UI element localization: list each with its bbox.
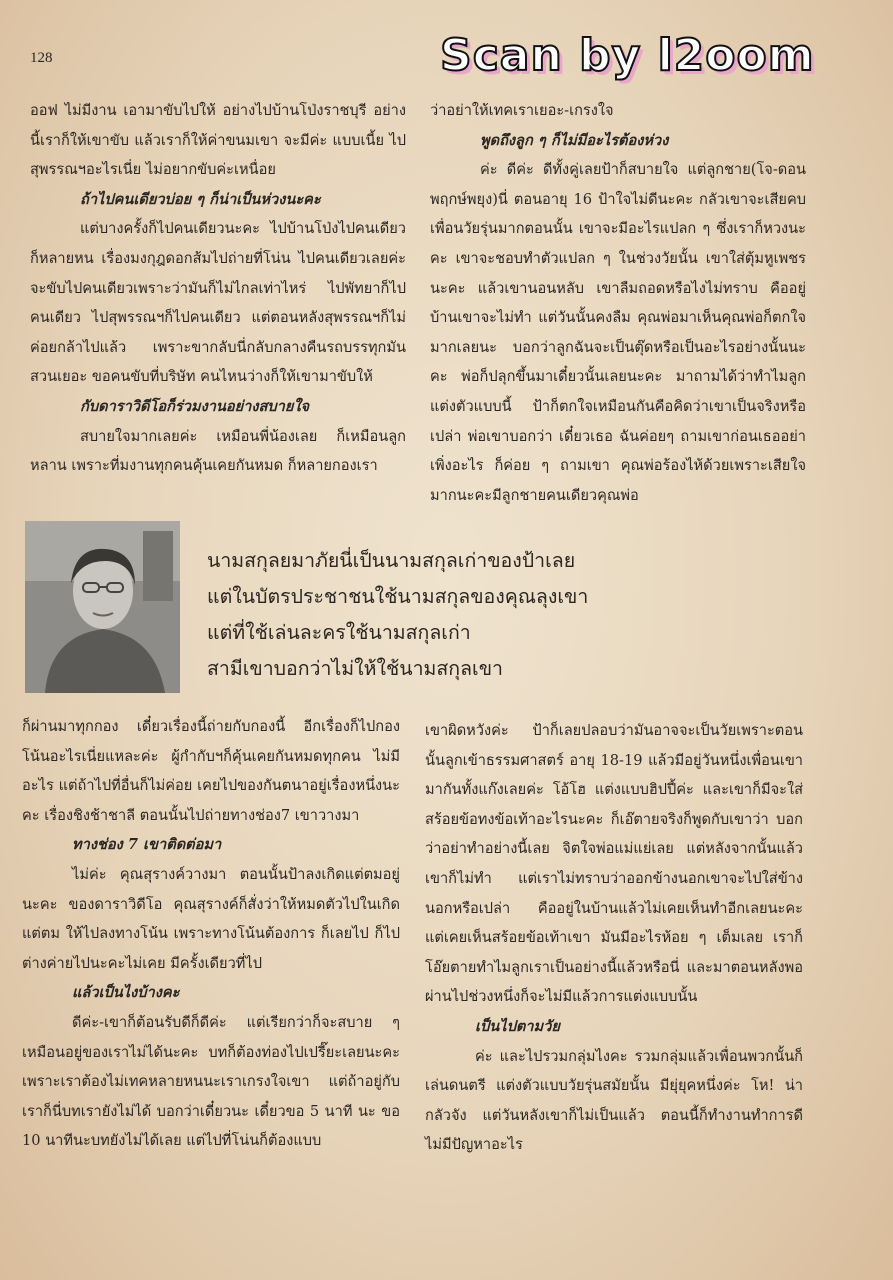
portrait-illustration — [25, 521, 180, 693]
interview-question: เป็นไปตามวัย — [475, 1017, 560, 1035]
pull-quote-line: แต่ในบัตรประชาชนใช้นามสกุลของคุณลุงเขา — [207, 585, 589, 608]
pull-quote-line: นามสกุลยมาภัยนี่เป็นนามสกุลเก่าของป้าเลย — [207, 549, 576, 572]
pull-quote-line: แต่ที่ใช้เล่นละครใช้นามสกุลเก่า — [207, 621, 471, 644]
column-bottom-right — [425, 716, 803, 1160]
paragraph: สบายใจมากเลยค่ะ เหมือนพี่น้องเลย ก็เหมือนลูกหลาน เพราะที่มงานทุกคนคุ้นเคยกันหมด ก็หลายกองเรา — [30, 427, 406, 475]
interview-question: กับดาราวิดีโอก็ร่วมงานอย่างสบายใจ — [80, 397, 310, 415]
interview-question: พูดถึงลูก ๆ ก็ไม่มีอะไรต้องห่วง — [480, 131, 669, 149]
paragraph: ไม่ค่ะ คุณสุรางค์วางมา ตอนนั้นป้าลงเกิดแต่ตมอยู่นะคะ ของดาราวิดีโอ คุณสุรางค์ก็สั่งว่าให้หมดตัวไปในเกิดแต่ตม ให้ไปลงทางโน้น เพราะทางโน้นต้องการ ก็เลยไป ก็ไปต่างค่ายไปนะคะไม่เคย มีครั้งเดียวที่ไป — [22, 865, 400, 972]
page-number: 128 — [30, 50, 53, 66]
column-top-right — [430, 96, 806, 510]
paragraph: ก็ผ่านมาทุกกอง เดี๋ยวเรื่องนี้ถ่ายกับกองนี้ อีกเรื่องก็ไปกองโน้นอะไรเนี่ยแหละค่ะ ผู้กำกับฯก็คุ้นเคยกันหมดทุกคน ไม่มีอะไร แต่ถ้าไปที่อื่นก็ไม่ค่อย เคยไปของกันตนาอยู่เรื่องหนึ่งนะคะ เรื่องชิงช้าชาลี ตอนนั้นไปถ่ายทางช่อง7 เขาวางมา — [22, 718, 400, 824]
paragraph: ว่าอย่าให้เทคเราเยอะ-เกรงใจ — [430, 102, 614, 119]
paragraph: แต่บางครั้งก็ไปคนเดียวนะคะ ไปบ้านโป่งไปคนเดียวก็หลายหน เรื่องมงกุฎดอกส้มไปถ่ายที่โน่น ไปคนเดียวเลยค่ะ จะขับไปคนเดียวเพราะว่ามันก็ไม่ไกลเท่าไหร่ ไปพัทยาก็ไปคนเดียว ไปสุพรรณฯก็ไปคนเดียว แต่ตอนหลังสุพรรณฯก็ไม่ค่อยกล้าไปแล้ว เพราะขากลับนี่กลับกลางคืนรถบรรทุกมันสวนเยอะ ขอคนขับที่บริษัท คนไหนว่างก็ให้เขามาขับให้ — [30, 220, 406, 386]
column-top-left — [30, 96, 406, 481]
paragraph: ดีค่ะ-เขาก็ต้อนรับดีก็ดีค่ะ แต่เรียกว่าก็จะสบาย ๆ เหมือนอยู่ของเราไม่ได้นะคะ บทก็ต้องท่องไปเปรี๊ยะเลยนะคะ เพราะเราต้องไม่เทคหลายหนนะเราเกรงใจเขา แต่ถ้าอยู่กับเราก็นี่บทเรายังไม่ได้ บอกว่าเดี๋ยวนะ เดี๋ยวขอ 5 นาที นะ ขอ 10 นาทีนะบทยังไม่ได้เลย แต่ไปที่โน่นก็ต้องแบบ — [22, 1013, 400, 1150]
interview-question: ทางช่อง 7 เขาติดต่อมา — [72, 836, 222, 854]
pull-quote — [207, 543, 847, 687]
paragraph: ค่ะ ดีค่ะ ดีทั้งคู่เลยป้าก็สบายใจ แต่ลูกชาย(โจ-ดอน พฤกษ์พยุง)นี่ ตอนอายุ 16 ป้าใจไม่ดีนะคะ กลัวเขาจะเสียคบเพื่อนวัยรุ่นมากตอนนั้น เขาจะมีอะไรแปลก ๆ ซึ่งเราก็หวงนะคะ เขาจะชอบทำตัวแปลก ๆ ในช่วงวัยนั้น เขาใส่ตุ้มหูเพชรนะคะ แล้วเขานอนหลับ เขาลืมถอดหรือไงไม่ทราบ คืออยู่บ้านเขาจะไม่ทำ แต่วันนั้นคงลืม คุณพ่อมาเห็นคุณพ่อก็ตกใจมากเลยนะ บอกว่าลูกฉันจะเป็นตุ๊ดหรือเป็นอะไรอย่างนั้นนะคะ พ่อก็ปลุกขึ้นมาเดี๋ยวนั้นเลยนะคะ มาถามได้ว่าทำไมลูกแต่งตัวแบบนี้ ป้าก็ตกใจเหมือนกันคือคิดว่าเขาเป็นจริงหรือเปล่า พ่อเขาบอกว่า เดี๋ยวเธอ ฉันค่อยๆ ถามเขาก่อนเธออย่าเพิ่งอะไร ก็ค่อย ๆ ถามเขา คุณพ่อร้องไห้ด้วยเพราะเสียใจมากนะคะมีลูกชายคนเดียวคุณพ่อ — [430, 161, 806, 504]
pull-quote-line: สามีเขาบอกว่าไม่ให้ใช้นามสกุลเขา — [207, 657, 503, 680]
portrait-photo — [25, 521, 180, 693]
paragraph: เขาผิดหวังค่ะ ป้าก็เลยปลอบว่ามันอาจจะเป็นวัยเพราะตอนนั้นลูกเข้าธรรมศาสตร์ อายุ 18-19 แล้วมีอยู่วันหนึ่งเพื่อนเขามากันทั้งแก๊งเลยค่ะ โอ้โฮ แต่งแบบฮิปปี้ค่ะ และเขาก็มีจะใส่สร้อยข้อทงข้อเท้าอะไรนะคะ ก็เอ๊ตายจริงก็พูดกับเขาว่า บอกว่าอย่าทำอย่างนี้เลย จิตใจพ่อแม่แย่เลย แต่หลังจากนั้นแล้วเขาก็ไม่ทำ แต่เราไม่ทราบว่าออกข้างนอกเขาจะไปใส่ข้างนอกหรือเปล่า คืออยู่ในบ้านแล้วไม่เคยเห็นทำอีกเลยนะคะ แต่เคยเห็นสร้อยข้อเท้าเขา มันมีอะไรห้อย ๆ เต็มเลย เราก็โอ๊ยตายทำไมลูกเราเป็นอย่างนี้แล้วหรือนี่ และมาตอนหลังพอผ่านไปช่วงหนึ่งก็จะไม่มีแล้วการแต่งแบบนั้น — [425, 722, 803, 1006]
column-bottom-left — [22, 712, 400, 1156]
interview-question: แล้วเป็นไงบ้างคะ — [72, 984, 180, 1002]
scanner-watermark: Scan by l2oom — [440, 30, 815, 81]
paragraph: ค่ะ และไปรวมกลุ่มไงคะ รวมกลุ่มแล้วเพื่อนพวกนั้นก็เล่นดนตรี แต่งตัวแบบวัยรุ่นสมัยนั้น มียุ่ยุคหนึ่งค่ะ โห! น่ากลัวจัง แต่วันหลังเขาก็ไม่เป็นแล้ว ตอนนี้ก็ทำงานทำการดีไม่มีปัญหาอะไร — [425, 1047, 803, 1154]
paragraph: ออฟ ไม่มีงาน เอามาขับไปให้ อย่างไปบ้านโป่งราชบุรี อย่างนี้เราก็ให้เขาขับ แล้วเราก็ให้ค่าขนมเขา จะมีค่ะ แบบเนี้ย ไปสุพรรณฯอะไรเนี่ย ไม่อยากขับค่ะเหนื่อย — [30, 102, 406, 179]
interview-question: ถ้าไปคนเดียวบ่อย ๆ ก็น่าเป็นห่วงนะคะ — [80, 190, 321, 208]
